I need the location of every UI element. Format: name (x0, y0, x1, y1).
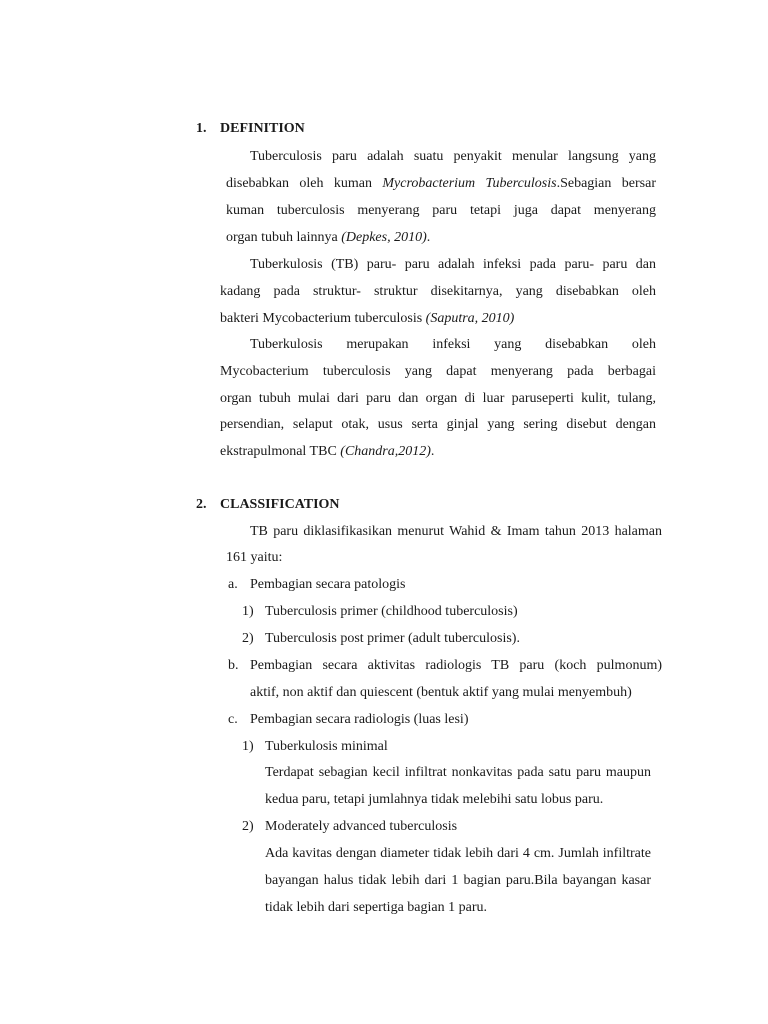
definition-p2-line2: kadang pada struktur- struktur disekitarnya, yang disebabkan oleh (220, 284, 656, 299)
definition-p1-line2 (226, 175, 656, 193)
item-a-text: Pembagian secara patologis (250, 577, 406, 592)
item-c2-desc-line1: Ada kavitas dengan diameter tidak lebih dari 4 cm. Jumlah infiltrate (265, 846, 651, 861)
item-c-text: Pembagian secara radiologis (luas lesi) (250, 712, 469, 727)
section-2-heading: CLASSIFICATION (220, 497, 340, 512)
item-a2-marker: 2) (242, 631, 254, 646)
item-b-line1: Pembagian secara aktivitas radiologis TB paru (koch pulmonum) (250, 658, 662, 673)
item-c1-desc-line2: kedua paru, tetapi jumlahnya tidak melebihi satu lobus paru. (265, 792, 604, 807)
definition-p1-line4 (226, 229, 430, 247)
definition-p1-line4-b: . (426, 230, 431, 245)
section-1-heading: DEFINITION (220, 121, 305, 136)
definition-p2-line1: Tuberkulosis (TB) paru- paru adalah infeksi pada paru- paru dan (250, 257, 656, 272)
item-a1-text: Tuberculosis primer (childhood tuberculosis) (265, 604, 518, 619)
definition-p1-line1: Tuberculosis paru adalah suatu penyakit menular langsung yang (250, 149, 656, 164)
item-c1-text: Tuberkulosis minimal (265, 739, 388, 754)
definition-p2-line3-a: bakteri Mycobacterium tuberculosis (220, 311, 426, 326)
item-c2-desc-line2: bayangan halus tidak lebih dari 1 bagian paru.Bila bayangan kasar (265, 873, 651, 888)
definition-p3-line5-b: . (430, 444, 435, 459)
definition-p1-line2-b: .Sebagian bersar (556, 176, 656, 191)
definition-p1-line3: kuman tuberculosis menyerang paru tetapi juga dapat menyerang (226, 203, 656, 218)
item-c2-desc-line3: tidak lebih dari sepertiga bagian 1 paru. (265, 900, 487, 915)
definition-p2-line3-italic: (Saputra, 2010) (425, 311, 515, 326)
item-a2-text: Tuberculosis post primer (adult tuberculosis). (265, 631, 520, 646)
item-c2-marker: 2) (242, 819, 254, 834)
definition-p3-line5-a: ekstrapulmonal TBC (220, 444, 341, 459)
item-c1-desc-line1: Terdapat sebagian kecil infiltrat nonkavitas pada satu paru maupun (265, 765, 651, 780)
section-1-number: 1. (196, 121, 207, 136)
item-b-marker: b. (228, 658, 239, 673)
definition-p1-line4-italic: (Depkes, 2010) (341, 230, 427, 245)
definition-p2-line3 (220, 310, 514, 328)
definition-p3-line1: Tuberkulosis merupakan infeksi yang disebabkan oleh (250, 337, 656, 352)
definition-p3-line3: organ tubuh mulai dari paru dan organ di luar paruseperti kulit, tulang, (220, 391, 656, 406)
item-c2-text: Moderately advanced tuberculosis (265, 819, 458, 834)
definition-p3-line4: persendian, selaput otak, usus serta ginjal yang sering disebut dengan (220, 417, 656, 432)
definition-p1-line2-italic: Mycrobacterium Tuberculosis (382, 176, 557, 191)
item-c-marker: c. (228, 712, 238, 727)
item-a-marker: a. (228, 577, 238, 592)
classification-intro-line1: TB paru diklasifikasikan menurut Wahid & Imam tahun 2013 halaman (250, 524, 662, 539)
classification-intro-line2: 161 yaitu: (226, 550, 283, 565)
definition-p3-line5 (220, 443, 434, 461)
section-2-number: 2. (196, 497, 207, 512)
item-b-line2: aktif, non aktif dan quiescent (bentuk aktif yang mulai menyembuh) (250, 685, 632, 700)
definition-p3-line2: Mycobacterium tuberculosis yang dapat menyerang pada berbagai (220, 364, 656, 379)
definition-p3-line5-italic: (Chandra,2012) (340, 444, 431, 459)
item-c1-marker: 1) (242, 739, 254, 754)
definition-p1-line4-a: organ tubuh lainnya (226, 230, 342, 245)
definition-p1-line2-a: disebabkan oleh kuman (226, 176, 383, 191)
item-a1-marker: 1) (242, 604, 254, 619)
